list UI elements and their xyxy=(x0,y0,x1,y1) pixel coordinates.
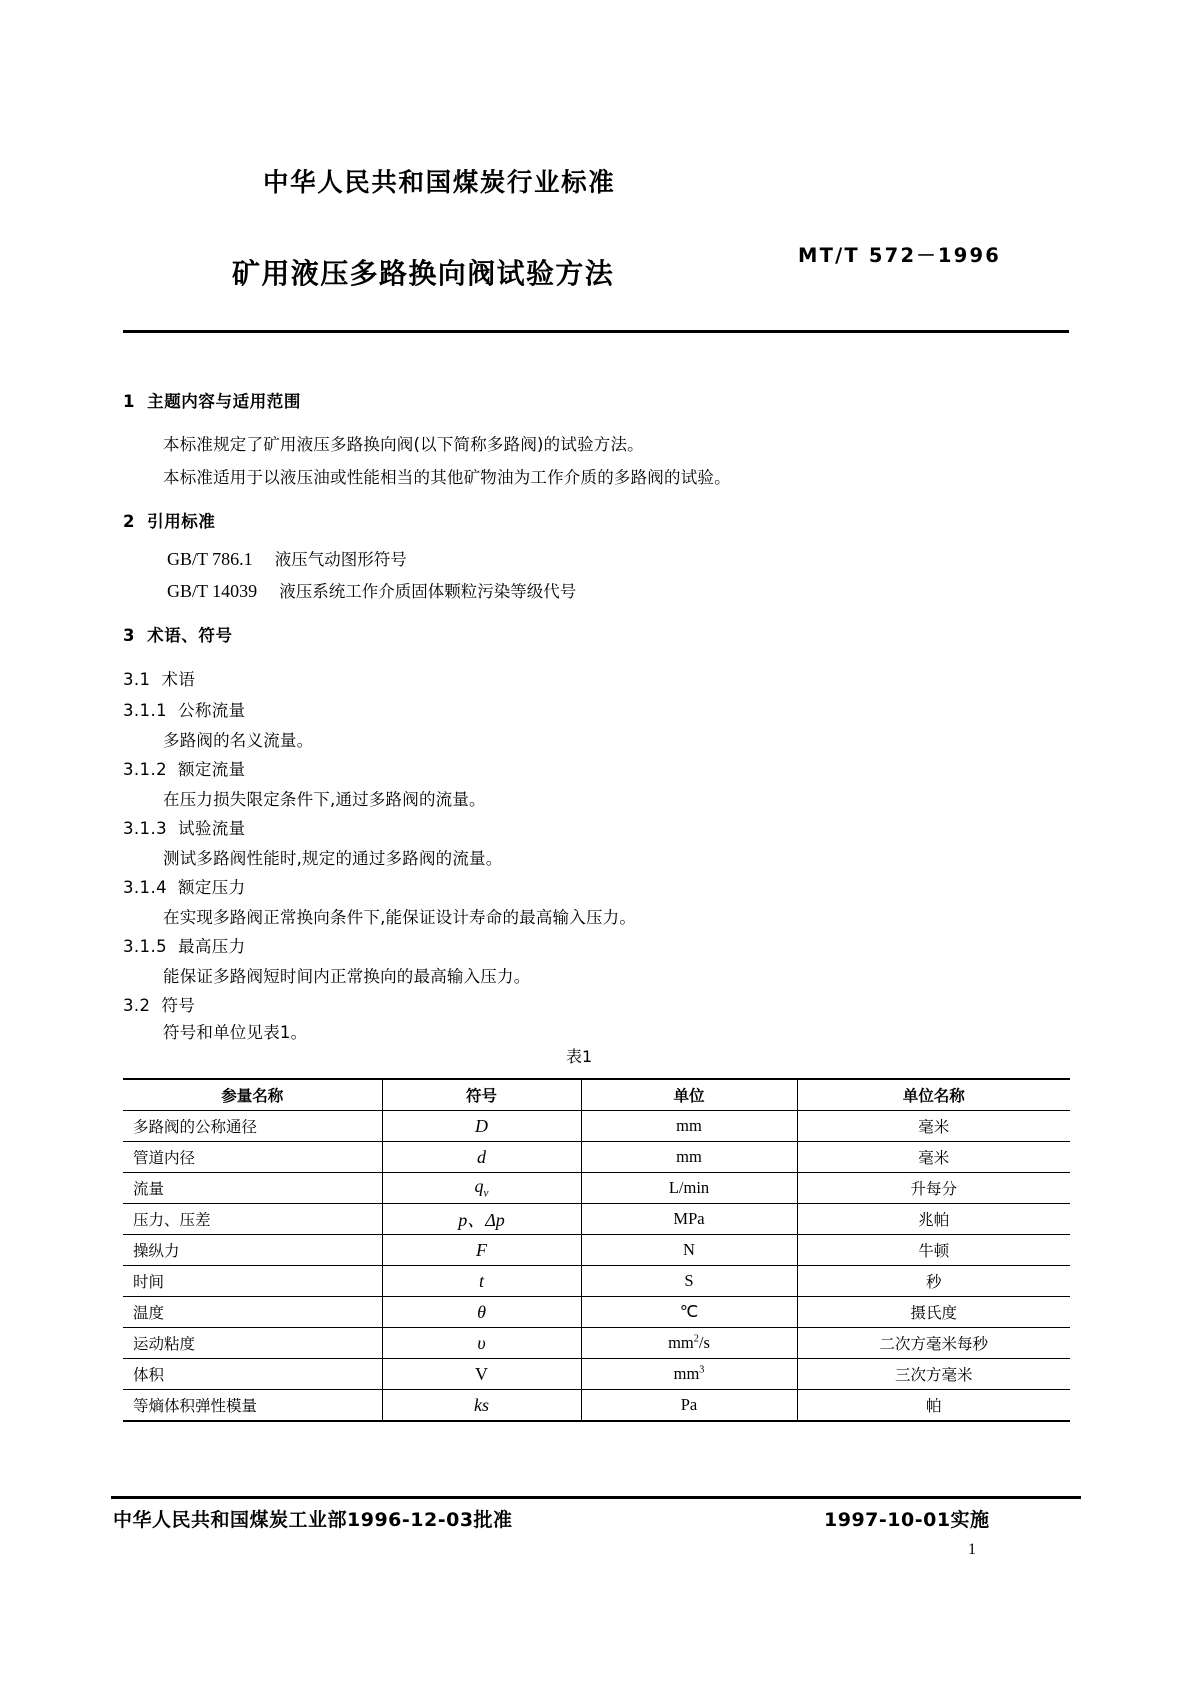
table-row xyxy=(123,1142,1070,1173)
cell-parameter-name: 等熵体积弹性模量 xyxy=(123,1390,382,1422)
subsection-3-1-4-body: 在实现多路阀正常换向条件下,能保证设计寿命的最高输入压力。 xyxy=(163,908,637,927)
cell-unit: Pa xyxy=(581,1390,797,1422)
cell-unit-name: 兆帕 xyxy=(797,1204,1070,1235)
table-row xyxy=(123,1111,1070,1142)
column-header-symbol: 符号 xyxy=(382,1079,581,1111)
subsection-3-2-number: 3.2 xyxy=(123,996,151,1015)
subsection-3-1-3-number: 3.1.3 xyxy=(123,819,167,838)
table-header-row xyxy=(123,1079,1070,1111)
page-title: 矿用液压多路换向阀试验方法 xyxy=(232,257,615,290)
cell-unit-name: 二次方毫米每秒 xyxy=(797,1328,1070,1359)
cell-symbol: $q_v$ xyxy=(382,1173,581,1204)
subsection-3-2-heading xyxy=(123,992,195,1016)
cell-unit-name: 牛顿 xyxy=(797,1235,1070,1266)
cell-unit-name: 升每分 xyxy=(797,1173,1070,1204)
table-row xyxy=(123,1266,1070,1297)
cell-unit: L/min xyxy=(581,1173,797,1204)
subsection-3-1-1-body: 多路阀的名义流量。 xyxy=(163,731,314,750)
section-3-number: 3 xyxy=(123,626,136,645)
subsection-3-1-2-body: 在压力损失限定条件下,通过多路阀的流量。 xyxy=(163,790,486,809)
column-header-unit: 单位 xyxy=(581,1079,797,1111)
table-row xyxy=(123,1297,1070,1328)
subsection-3-1-3-title: 试验流量 xyxy=(177,819,246,838)
cell-unit: $mm^2/s$ xyxy=(581,1328,797,1359)
cell-parameter-name: 时间 xyxy=(123,1266,382,1297)
table-row xyxy=(123,1390,1070,1422)
cell-symbol: d xyxy=(382,1142,581,1173)
section-3-title: 术语、符号 xyxy=(147,626,233,645)
cell-parameter-name: 体积 xyxy=(123,1359,382,1390)
header-divider xyxy=(123,330,1069,333)
reference-code-1: GB/T 786.1 xyxy=(167,549,253,569)
section-2-number: 2 xyxy=(123,512,136,531)
cell-unit: $mm^3$ xyxy=(581,1359,797,1390)
subsection-3-1-3-body: 测试多路阀性能时,规定的通过多路阀的流量。 xyxy=(163,849,503,868)
cell-unit: mm xyxy=(581,1111,797,1142)
cell-parameter-name: 流量 xyxy=(123,1173,382,1204)
column-header-unit-name: 单位名称 xyxy=(797,1079,1070,1111)
cell-unit-name: 毫米 xyxy=(797,1111,1070,1142)
cell-symbol: θ xyxy=(382,1297,581,1328)
cell-parameter-name: 温度 xyxy=(123,1297,382,1328)
cell-symbol: D xyxy=(382,1111,581,1142)
cell-unit: ℃ xyxy=(581,1297,797,1328)
section-1-title: 主题内容与适用范围 xyxy=(147,392,301,411)
table-caption xyxy=(566,1044,592,1067)
section-1-heading xyxy=(123,388,301,412)
standard-number: MT/T 572－1996 xyxy=(798,244,1001,267)
subsection-3-1-5-body: 能保证多路阀短时间内正常换向的最高输入压力。 xyxy=(163,967,531,986)
page-number: 1 xyxy=(968,1541,976,1558)
subsection-3-1-4-number: 3.1.4 xyxy=(123,878,167,897)
cell-unit-name: 摄氏度 xyxy=(797,1297,1070,1328)
cell-parameter-name: 压力、压差 xyxy=(123,1204,382,1235)
table-row xyxy=(123,1235,1070,1266)
cell-symbol: t xyxy=(382,1266,581,1297)
subsection-3-1-5-heading xyxy=(123,933,246,957)
standard-organization-title: 中华人民共和国煤炭行业标准 xyxy=(263,168,616,198)
reference-item-2 xyxy=(167,578,576,602)
cell-unit-name: 秒 xyxy=(797,1266,1070,1297)
cell-unit: S xyxy=(581,1266,797,1297)
section-1-number: 1 xyxy=(123,392,136,411)
table-row xyxy=(123,1328,1070,1359)
subsection-3-1-2-title: 额定流量 xyxy=(177,760,246,779)
footer-divider xyxy=(111,1496,1081,1499)
section-2-title: 引用标准 xyxy=(147,512,216,531)
subsection-3-1-2-heading xyxy=(123,756,246,780)
subsection-3-1-5-title: 最高压力 xyxy=(177,937,246,956)
section-1-paragraph-1: 本标准规定了矿用液压多路换向阀(以下简称多路阀)的试验方法。 xyxy=(163,435,644,454)
reference-name-2: 液压系统工作介质固体颗粒污染等级代号 xyxy=(279,582,577,601)
subsection-3-1-title: 术语 xyxy=(161,670,196,689)
cell-parameter-name: 多路阀的公称通径 xyxy=(123,1111,382,1142)
footer-approval-text: 中华人民共和国煤炭工业部1996-12-03批准 xyxy=(113,1509,513,1531)
section-1-paragraph-2: 本标准适用于以液压油或性能相当的其他矿物油为工作介质的多路阀的试验。 xyxy=(163,468,731,487)
subsection-3-1-number: 3.1 xyxy=(123,670,151,689)
subsection-3-1-heading xyxy=(123,666,195,690)
subsection-3-1-3-heading xyxy=(123,815,246,839)
cell-unit-name: 毫米 xyxy=(797,1142,1070,1173)
table-caption-label: 表1 xyxy=(566,1047,593,1066)
footer-effective-date: 1997-10-01实施 xyxy=(824,1509,990,1531)
cell-parameter-name: 运动粘度 xyxy=(123,1328,382,1359)
column-header-parameter-name: 参量名称 xyxy=(123,1079,382,1111)
cell-symbol: V xyxy=(382,1359,581,1390)
cell-unit-name: 三次方毫米 xyxy=(797,1359,1070,1390)
subsection-3-2-title: 符号 xyxy=(161,996,196,1015)
cell-unit: MPa xyxy=(581,1204,797,1235)
reference-item-1 xyxy=(167,546,407,570)
reference-code-2: GB/T 14039 xyxy=(167,581,258,601)
subsection-3-1-1-heading xyxy=(123,697,246,721)
subsection-3-1-1-title: 公称流量 xyxy=(177,701,246,720)
cell-parameter-name: 操纵力 xyxy=(123,1235,382,1266)
table-row xyxy=(123,1173,1070,1204)
cell-symbol: F xyxy=(382,1235,581,1266)
table-row xyxy=(123,1359,1070,1390)
subsection-3-1-5-number: 3.1.5 xyxy=(123,937,167,956)
cell-symbol: υ xyxy=(382,1328,581,1359)
subsection-3-1-2-number: 3.1.2 xyxy=(123,760,167,779)
subsection-3-1-4-heading xyxy=(123,874,246,898)
subsection-3-1-1-number: 3.1.1 xyxy=(123,701,167,720)
section-2-heading xyxy=(123,508,216,532)
cell-symbol: p、Δp xyxy=(382,1204,581,1235)
cell-parameter-name: 管道内径 xyxy=(123,1142,382,1173)
table-row xyxy=(123,1204,1070,1235)
cell-unit-name: 帕 xyxy=(797,1390,1070,1422)
subsection-3-1-4-title: 额定压力 xyxy=(177,878,246,897)
section-3-heading xyxy=(123,622,233,646)
cell-unit: mm xyxy=(581,1142,797,1173)
cell-symbol: ks xyxy=(382,1390,581,1422)
symbols-table xyxy=(123,1078,1070,1422)
reference-name-1: 液压气动图形符号 xyxy=(274,550,407,569)
cell-unit: N xyxy=(581,1235,797,1266)
subsection-3-2-body: 符号和单位见表1。 xyxy=(163,1023,308,1042)
